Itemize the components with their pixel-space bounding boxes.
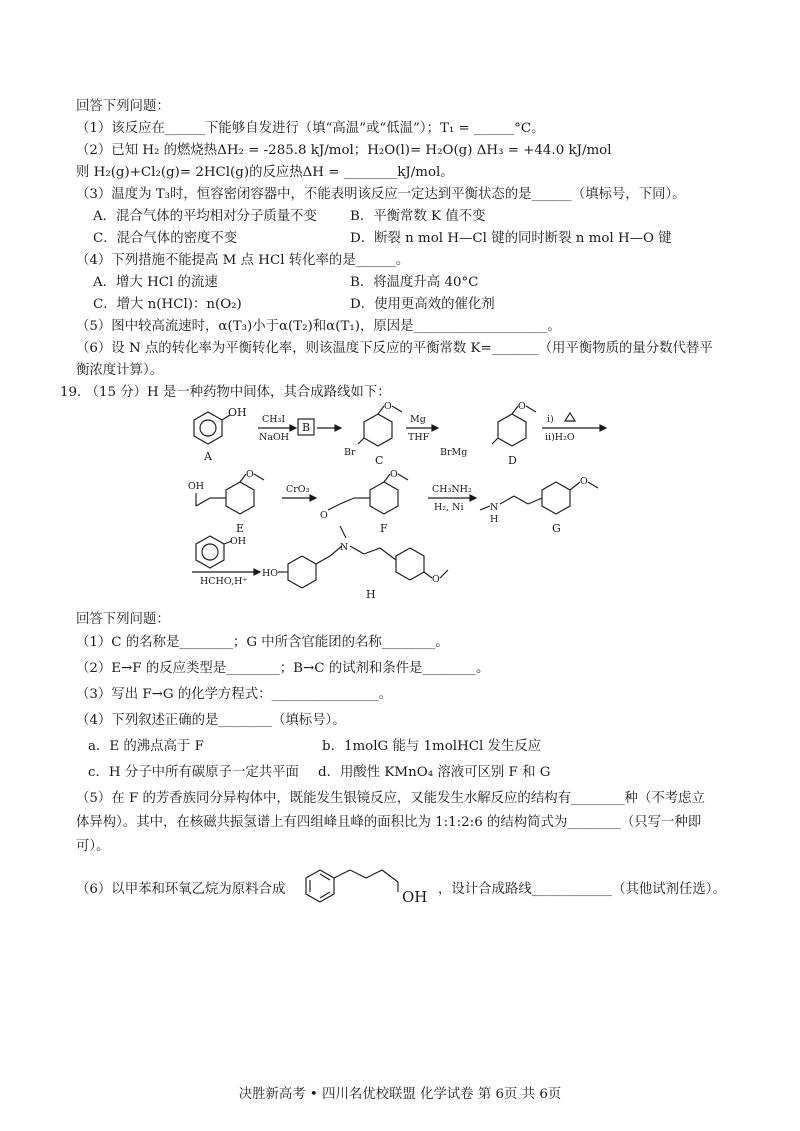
q19-part4-option-b: b．1molG 能与 1molHCl 发生反应 bbox=[322, 739, 542, 754]
compound-d-structure bbox=[440, 401, 536, 467]
compound-e-structure bbox=[188, 469, 264, 535]
q18-part4-option-d: D．使用更高效的催化剂 bbox=[350, 297, 495, 312]
label-compound-a: A bbox=[204, 450, 212, 463]
q19-part4: （4）下列叙述正确的是________（填标号）。 bbox=[76, 713, 346, 728]
reagent-cro3: CrO₃ bbox=[286, 484, 310, 495]
q19-part4-option-a: a．E 的沸点高于 F bbox=[88, 739, 204, 754]
q18-part3-option-d: D．断裂 n mol H—Cl 键的同时断裂 n mol H—O 键 bbox=[350, 231, 672, 246]
q18-part2-line2: 则 H₂(g)+Cl₂(g)= 2HCl(g)的反应热ΔH = ________kJ/mol。 bbox=[76, 165, 454, 180]
q18-intro: 回答下列问题： bbox=[76, 99, 170, 114]
q18-part2-line1: （2）已知 H₂ 的燃烧热ΔH₂ = -285.8 kJ/mol；H₂O(l)= H₂O(g) ΔH₃ = +44.0 kJ/mol bbox=[76, 143, 612, 158]
phenol-reagent-structure bbox=[196, 536, 246, 568]
q19-part5-line1: （5）在 F 的芳香族同分异构体中，既能发生银镜反应，又能发生水解反应的结构有________种（不考虑立 bbox=[76, 791, 705, 806]
target-oh-label: OH bbox=[402, 888, 428, 906]
reagent-naoh: NaOH bbox=[259, 432, 290, 443]
label-n-g: N bbox=[490, 502, 499, 513]
label-o-h: O bbox=[432, 574, 440, 585]
label-compound-b: B bbox=[302, 421, 311, 434]
reagent-ch3nh2: CH₃NH₂ bbox=[432, 484, 472, 495]
label-o-c: O bbox=[384, 401, 392, 412]
compound-g-structure bbox=[480, 476, 598, 535]
q18-part3: （3）温度为 T₃时，恒容密闭容器中，不能表明该反应一定达到平衡状态的是______（填标号，下同）。 bbox=[76, 187, 686, 202]
reagent-mg: Mg bbox=[410, 414, 426, 425]
q19-part6-prefix: （6）以甲苯和环氧乙烷为原料合成 bbox=[76, 882, 286, 897]
reagent-h2-ni: H₂, Ni bbox=[434, 502, 464, 513]
compound-a-structure bbox=[194, 406, 247, 463]
q18-part5: （5）图中较高流速时，α(T₃)小于α(T₂)和α(T₁)，原因是____________________。 bbox=[76, 319, 561, 334]
q18-part4-option-a: A．增大 HCl 的流速 bbox=[93, 275, 218, 290]
reagent-hcho-h: HCHO,H⁺ bbox=[200, 576, 248, 587]
q18-part6-line2: 衡浓度计算）。 bbox=[76, 363, 164, 378]
label-compound-g: G bbox=[552, 522, 561, 535]
label-br: Br bbox=[344, 447, 356, 458]
reagent-ch3i: CH₃I bbox=[262, 414, 286, 425]
label-o-g: O bbox=[580, 476, 588, 487]
q19-part5-line3: 可）。 bbox=[76, 839, 110, 854]
label-oh-a: OH bbox=[228, 406, 247, 419]
q19-part4-option-d: d．用酸性 KMnO₄ 溶液可区别 F 和 G bbox=[318, 765, 551, 780]
label-n-h: N bbox=[340, 542, 349, 553]
q19-part6-suffix: ，设计合成路线____________（其他试剂任选）。 bbox=[438, 882, 726, 897]
q19-header: 19. （15 分）H 是一种药物中间体，其合成路线如下： bbox=[60, 385, 391, 400]
label-ho-h: HO bbox=[262, 568, 279, 579]
label-compound-h: H bbox=[366, 588, 376, 600]
q19-part2: （2）E→F 的反应类型是________；B→C 的试剂和条件是________。 bbox=[76, 661, 490, 676]
q18-part6-line1: （6）设 N 点的转化率为平衡转化率，则该温度下反应的平衡常数 K=_______（用平衡物质的量分数代替平 bbox=[76, 341, 713, 356]
label-o-f-carbonyl: O bbox=[320, 510, 328, 521]
label-compound-d: D bbox=[508, 454, 517, 467]
label-o-f: O bbox=[390, 469, 398, 480]
q19-part3: （3）写出 F→G 的化学方程式：________________。 bbox=[76, 687, 393, 702]
q18-part3-option-a: A．混合气体的平均相对分子质量不变 bbox=[93, 209, 317, 224]
q19-intro: 回答下列问题： bbox=[76, 612, 170, 627]
label-compound-c: C bbox=[375, 454, 384, 467]
q19-part5-line2: 体异构）。其中，在核磁共振氢谱上有四组峰且峰的面积比为 1:1:2:6 的结构简式为________（只写一种即 bbox=[76, 815, 702, 830]
label-oh-e: OH bbox=[188, 481, 205, 492]
q18-part4: （4）下列措施不能提高 M 点 HCl 转化率的是______。 bbox=[76, 253, 410, 268]
label-o-d: O bbox=[518, 401, 526, 412]
label-h-g: H bbox=[490, 514, 499, 525]
compound-c-structure bbox=[344, 401, 402, 467]
label-compound-f: F bbox=[380, 522, 388, 535]
q19-part1: （1）C 的名称是________；G 中所含官能团的名称________。 bbox=[76, 635, 449, 650]
label-brmg: BrMg bbox=[440, 447, 468, 458]
label-o-e: O bbox=[246, 469, 254, 480]
q18-part1: （1）该反应在______下能够自发进行（填“高温”或“低温”）；T₁ = ______°C。 bbox=[76, 121, 545, 136]
q18-part3-option-b: B．平衡常数 K 值不变 bbox=[350, 209, 486, 224]
label-oh-phenol: OH bbox=[230, 536, 247, 547]
synthesis-scheme bbox=[170, 400, 630, 600]
epoxide-icon bbox=[565, 413, 575, 421]
target-molecule-structure bbox=[298, 862, 434, 918]
page-footer: 决胜新高考 • 四川名优校联盟 化学试卷 第 6页 共 6页 bbox=[238, 1087, 562, 1102]
q18-part4-option-b: B．将温度升高 40°C bbox=[350, 275, 479, 290]
reagent-step-ii: ii)H₂O bbox=[545, 432, 575, 443]
reagent-thf: THF bbox=[408, 432, 430, 443]
label-compound-e: E bbox=[236, 522, 245, 535]
compound-f-structure bbox=[320, 469, 408, 535]
compound-h-structure bbox=[262, 526, 448, 600]
q18-part4-option-c: C．增大 n(HCl)：n(O₂) bbox=[93, 297, 242, 312]
q19-part4-option-c: c．H 分子中所有碳原子一定共平面 bbox=[88, 765, 299, 780]
reagent-step-i: i) bbox=[547, 414, 554, 425]
q18-part3-option-c: C．混合气体的密度不变 bbox=[93, 231, 238, 246]
